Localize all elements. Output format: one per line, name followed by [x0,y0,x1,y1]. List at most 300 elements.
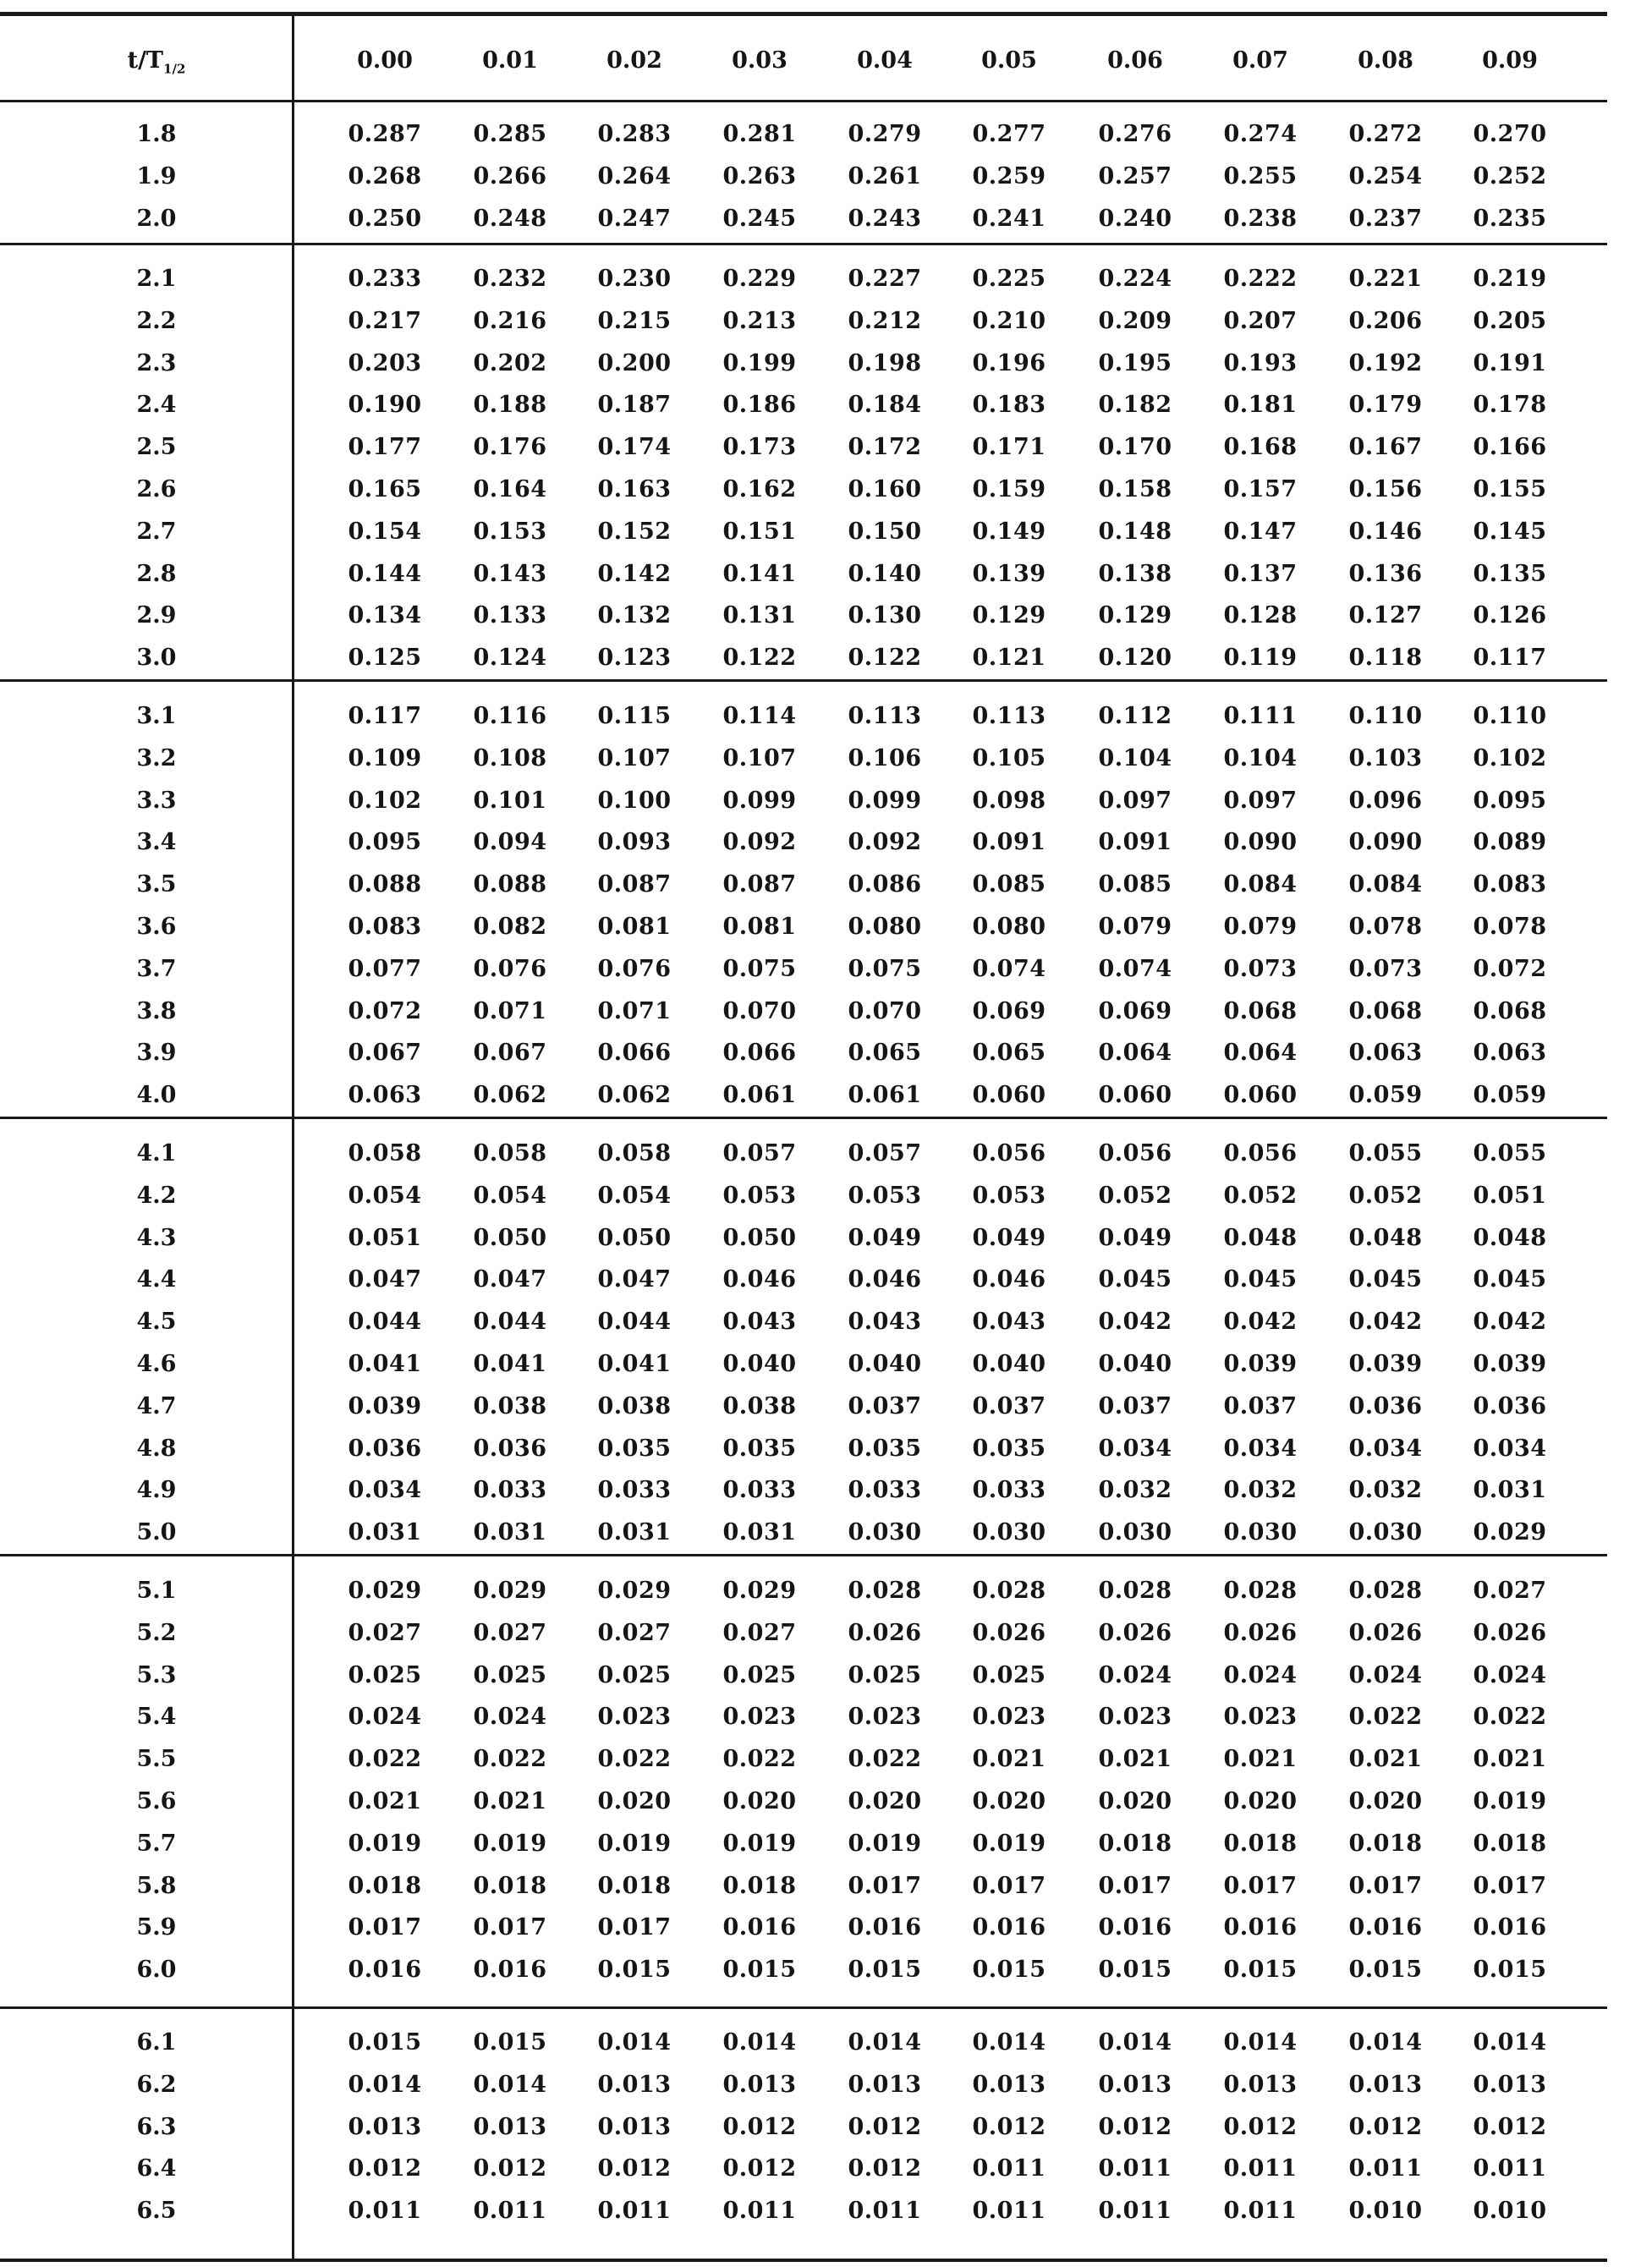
table-cell: 0.237 [1348,205,1423,232]
table-cell: 0.104 [1098,744,1172,771]
table-cell: 0.013 [848,2071,922,2098]
table-cell: 0.023 [722,1704,797,1731]
table-cell: 0.149 [972,518,1046,545]
table-cell: 0.045 [1348,1266,1423,1293]
table-cell: 0.016 [1473,1914,1547,1941]
table-cell: 0.285 [473,121,547,147]
table-cell: 0.283 [597,121,672,147]
table-cell: 0.020 [1098,1788,1172,1814]
table-cell: 0.039 [1473,1351,1547,1377]
table-cell: 0.034 [348,1477,422,1504]
table-cell: 0.013 [1223,2071,1298,2098]
table-cell: 0.053 [848,1182,922,1209]
table-cell: 0.079 [1223,914,1298,940]
table-cell: 0.039 [1223,1351,1298,1377]
table-cell: 0.015 [597,1957,672,1984]
table-cell: 0.124 [473,645,547,672]
table-cell: 0.071 [473,997,547,1024]
table-cell: 0.030 [972,1519,1046,1546]
table-cell: 0.063 [1348,1040,1423,1067]
table-cell: 0.044 [597,1309,672,1336]
table-cell: 0.073 [1223,955,1298,982]
table-cell: 0.148 [1098,518,1172,545]
table-cell: 0.121 [972,645,1046,672]
table-cell: 0.026 [1098,1619,1172,1646]
table-cell: 0.238 [1223,205,1298,232]
table-cell: 0.133 [473,602,547,629]
table-cell: 0.069 [1098,997,1172,1024]
table-cell: 0.018 [348,1872,422,1899]
table-cell: 0.022 [722,1746,797,1773]
table-cell: 0.166 [1473,434,1547,461]
table-cell: 0.024 [1098,1661,1172,1688]
table-cell: 0.014 [848,2029,922,2056]
table-cell: 0.011 [1098,2198,1172,2225]
table-cell: 0.048 [1348,1224,1423,1251]
table-cell: 0.091 [1098,829,1172,856]
column-header: 0.05 [981,47,1037,74]
table-cell: 0.107 [597,744,672,771]
table-cell: 0.019 [473,1830,547,1857]
table-cell: 0.020 [597,1788,672,1814]
table-cell: 0.102 [348,787,422,814]
group-rule [0,679,1607,682]
table-cell: 0.067 [348,1040,422,1067]
table-cell: 0.100 [597,787,672,814]
table-cell: 0.040 [972,1351,1046,1377]
table-cell: 0.030 [848,1519,922,1546]
table-cell: 0.011 [1473,2155,1547,2182]
table-cell: 0.047 [597,1266,672,1293]
table-cell: 0.017 [1348,1872,1423,1899]
table-cell: 0.268 [348,162,422,189]
row-label: 1.9 [136,162,177,189]
table-cell: 0.012 [848,2113,922,2140]
table-cell: 0.033 [972,1477,1046,1504]
table-cell: 0.264 [597,162,672,189]
table-cell: 0.069 [972,997,1046,1024]
table-cell: 0.014 [473,2071,547,2098]
table-cell: 0.147 [1223,518,1298,545]
table-cell: 0.055 [1348,1140,1423,1166]
table-cell: 0.033 [848,1477,922,1504]
row-label: 4.0 [136,1082,177,1109]
table-cell: 0.081 [597,914,672,940]
table-cell: 0.276 [1098,121,1172,147]
table-cell: 0.059 [1348,1082,1423,1109]
table-cell: 0.254 [1348,162,1423,189]
table-cell: 0.099 [722,787,797,814]
table-cell: 0.033 [473,1477,547,1504]
table-cell: 0.060 [1098,1082,1172,1109]
table-cell: 0.227 [848,266,922,292]
table-cell: 0.119 [1223,645,1298,672]
table-cell: 0.017 [848,1872,922,1899]
table-cell: 0.053 [722,1182,797,1209]
table-cell: 0.122 [722,645,797,672]
table-cell: 0.167 [1348,434,1423,461]
table-cell: 0.272 [1348,121,1423,147]
table-cell: 0.281 [722,121,797,147]
table-cell: 0.027 [1473,1578,1547,1604]
table-cell: 0.050 [473,1224,547,1251]
table-cell: 0.193 [1223,349,1298,376]
table-cell: 0.138 [1098,560,1172,587]
table-cell: 0.011 [1223,2198,1298,2225]
table-cell: 0.074 [972,955,1046,982]
table-cell: 0.017 [597,1914,672,1941]
row-label: 6.4 [136,2155,177,2182]
table-cell: 0.181 [1223,392,1298,419]
row-label: 5.8 [136,1872,177,1899]
table-cell: 0.014 [597,2029,672,2056]
table-cell: 0.031 [348,1519,422,1546]
table-cell: 0.094 [473,829,547,856]
table-cell: 0.013 [597,2113,672,2140]
table-cell: 0.025 [722,1661,797,1688]
row-label: 4.4 [136,1266,177,1293]
table-cell: 0.010 [1348,2198,1423,2225]
table-cell: 0.210 [972,307,1046,334]
table-cell: 0.255 [1223,162,1298,189]
table-cell: 0.022 [348,1746,422,1773]
table-cell: 0.215 [597,307,672,334]
table-cell: 0.233 [348,266,422,292]
table-cell: 0.216 [473,307,547,334]
table-cell: 0.023 [1223,1704,1298,1731]
table-cell: 0.219 [1473,266,1547,292]
row-label: 2.1 [136,266,177,292]
table-cell: 0.012 [597,2155,672,2182]
table-cell: 0.146 [1348,518,1423,545]
table-cell: 0.073 [1348,955,1423,982]
row-label: 1.8 [136,121,177,147]
table-cell: 0.065 [848,1040,922,1067]
table-cell: 0.172 [848,434,922,461]
row-label: 2.3 [136,349,177,376]
table-cell: 0.012 [1098,2113,1172,2140]
row-label: 2.4 [136,392,177,419]
table-cell: 0.221 [1348,266,1423,292]
table-cell: 0.024 [473,1704,547,1731]
header-rule [0,100,1607,102]
table-cell: 0.086 [848,871,922,898]
table-cell: 0.026 [1473,1619,1547,1646]
row-label: 4.3 [136,1224,177,1251]
table-cell: 0.031 [722,1519,797,1546]
table-cell: 0.043 [722,1309,797,1336]
table-cell: 0.018 [1098,1830,1172,1857]
table-cell: 0.270 [1473,121,1547,147]
table-cell: 0.050 [597,1224,672,1251]
table-cell: 0.085 [1098,871,1172,898]
table-cell: 0.072 [1473,955,1547,982]
table-cell: 0.159 [972,476,1046,502]
table-cell: 0.049 [972,1224,1046,1251]
table-cell: 0.038 [597,1392,672,1419]
table-cell: 0.081 [722,914,797,940]
table-cell: 0.104 [1223,744,1298,771]
table-cell: 0.036 [348,1435,422,1462]
table-cell: 0.051 [1473,1182,1547,1209]
table-cell: 0.070 [848,997,922,1024]
table-cell: 0.014 [722,2029,797,2056]
table-cell: 0.047 [348,1266,422,1293]
table-cell: 0.026 [1348,1619,1423,1646]
table-cell: 0.062 [597,1082,672,1109]
table-cell: 0.241 [972,205,1046,232]
table-cell: 0.205 [1473,307,1547,334]
table-cell: 0.015 [348,2029,422,2056]
bottom-rule [0,2259,1607,2262]
table-cell: 0.160 [848,476,922,502]
table-cell: 0.067 [473,1040,547,1067]
row-label: 3.4 [136,829,177,856]
table-cell: 0.010 [1473,2198,1547,2225]
table-cell: 0.027 [597,1619,672,1646]
table-cell: 0.116 [473,703,547,729]
table-cell: 0.084 [1348,871,1423,898]
table-cell: 0.064 [1098,1040,1172,1067]
table-cell: 0.025 [348,1661,422,1688]
row-label: 6.3 [136,2113,177,2140]
table-cell: 0.044 [348,1309,422,1336]
table-cell: 0.068 [1223,997,1298,1024]
table-cell: 0.125 [348,645,422,672]
table-cell: 0.139 [972,560,1046,587]
table-cell: 0.079 [1098,914,1172,940]
table-cell: 0.020 [848,1788,922,1814]
table-cell: 0.015 [1348,1957,1423,1984]
table-cell: 0.164 [473,476,547,502]
top-rule [0,12,1607,16]
table-cell: 0.041 [473,1351,547,1377]
table-cell: 0.016 [972,1914,1046,1941]
table-cell: 0.020 [972,1788,1046,1814]
table-cell: 0.057 [722,1140,797,1166]
row-label: 3.2 [136,744,177,771]
table-cell: 0.074 [1098,955,1172,982]
table-cell: 0.029 [1473,1519,1547,1546]
table-cell: 0.021 [1348,1746,1423,1773]
table-cell: 0.162 [722,476,797,502]
table-cell: 0.013 [972,2071,1046,2098]
table-cell: 0.059 [1473,1082,1547,1109]
group-rule [0,243,1607,245]
table-cell: 0.014 [1098,2029,1172,2056]
table-cell: 0.042 [1223,1309,1298,1336]
table-cell: 0.061 [722,1082,797,1109]
table-cell: 0.026 [848,1619,922,1646]
table-cell: 0.058 [473,1140,547,1166]
table-cell: 0.048 [1473,1224,1547,1251]
table-cell: 0.028 [848,1578,922,1604]
table-cell: 0.171 [972,434,1046,461]
table-cell: 0.224 [1098,266,1172,292]
table-cell: 0.046 [848,1266,922,1293]
table-cell: 0.056 [1223,1140,1298,1166]
table-cell: 0.043 [848,1309,922,1336]
table-cell: 0.015 [722,1957,797,1984]
table-cell: 0.012 [1348,2113,1423,2140]
row-label: 4.9 [136,1477,177,1504]
table-cell: 0.054 [348,1182,422,1209]
table-cell: 0.045 [1473,1266,1547,1293]
table-cell: 0.077 [348,955,422,982]
column-header: 0.01 [482,47,538,74]
table-cell: 0.032 [1098,1477,1172,1504]
row-label: 3.5 [136,871,177,898]
table-cell: 0.107 [722,744,797,771]
table-cell: 0.023 [1098,1704,1172,1731]
table-cell: 0.087 [722,871,797,898]
table-cell: 0.163 [597,476,672,502]
table-cell: 0.174 [597,434,672,461]
table-cell: 0.097 [1098,787,1172,814]
table-cell: 0.196 [972,349,1046,376]
table-cell: 0.029 [348,1578,422,1604]
table-cell: 0.106 [848,744,922,771]
table-cell: 0.250 [348,205,422,232]
table-cell: 0.129 [972,602,1046,629]
table-cell: 0.049 [1098,1224,1172,1251]
table-cell: 0.024 [1348,1661,1423,1688]
table-cell: 0.028 [972,1578,1046,1604]
table-cell: 0.022 [597,1746,672,1773]
table-cell: 0.056 [972,1140,1046,1166]
table-cell: 0.024 [1223,1661,1298,1688]
table-cell: 0.013 [1473,2071,1547,2098]
table-cell: 0.021 [1098,1746,1172,1773]
table-cell: 0.279 [848,121,922,147]
table-cell: 0.011 [348,2198,422,2225]
table-cell: 0.018 [1473,1830,1547,1857]
table-cell: 0.011 [473,2198,547,2225]
table-cell: 0.027 [348,1619,422,1646]
table-cell: 0.012 [1473,2113,1547,2140]
table-cell: 0.011 [1223,2155,1298,2182]
table-cell: 0.051 [348,1224,422,1251]
table-cell: 0.075 [848,955,922,982]
table-cell: 0.052 [1348,1182,1423,1209]
table-cell: 0.252 [1473,162,1547,189]
table-cell: 0.022 [1473,1704,1547,1731]
table-cell: 0.018 [722,1872,797,1899]
row-label: 2.6 [136,476,177,502]
table-cell: 0.065 [972,1040,1046,1067]
table-cell: 0.012 [473,2155,547,2182]
row-label: 3.3 [136,787,177,814]
table-cell: 0.110 [1348,703,1423,729]
table-cell: 0.131 [722,602,797,629]
table-cell: 0.012 [1223,2113,1298,2140]
table-cell: 0.117 [1473,645,1547,672]
table-cell: 0.011 [1098,2155,1172,2182]
row-label: 5.0 [136,1519,177,1546]
table-cell: 0.025 [848,1661,922,1688]
row-label: 2.2 [136,307,177,334]
table-cell: 0.108 [473,744,547,771]
column-header: 0.00 [357,47,413,74]
table-cell: 0.011 [848,2198,922,2225]
table-cell: 0.168 [1223,434,1298,461]
table-cell: 0.030 [1348,1519,1423,1546]
table-cell: 0.229 [722,266,797,292]
table-cell: 0.020 [1348,1788,1423,1814]
row-label: 5.6 [136,1788,177,1814]
table-cell: 0.019 [597,1830,672,1857]
table-cell: 0.257 [1098,162,1172,189]
table-cell: 0.082 [473,914,547,940]
table-cell: 0.091 [972,829,1046,856]
table-cell: 0.014 [1473,2029,1547,2056]
table-cell: 0.184 [848,392,922,419]
table-cell: 0.017 [1098,1872,1172,1899]
row-label: 5.7 [136,1830,177,1857]
table-cell: 0.122 [848,645,922,672]
table-cell: 0.064 [1223,1040,1298,1067]
table-cell: 0.195 [1098,349,1172,376]
table-cell: 0.098 [972,787,1046,814]
table-cell: 0.058 [348,1140,422,1166]
table-cell: 0.066 [597,1040,672,1067]
table-cell: 0.034 [1098,1435,1172,1462]
table-cell: 0.137 [1223,560,1298,587]
table-cell: 0.245 [722,205,797,232]
table-cell: 0.266 [473,162,547,189]
table-cell: 0.017 [348,1914,422,1941]
table-cell: 0.075 [722,955,797,982]
table-cell: 0.151 [722,518,797,545]
table-cell: 0.041 [348,1351,422,1377]
table-cell: 0.183 [972,392,1046,419]
table-cell: 0.019 [972,1830,1046,1857]
table-cell: 0.039 [348,1392,422,1419]
table-cell: 0.092 [848,829,922,856]
table-cell: 0.217 [348,307,422,334]
table-cell: 0.136 [1348,560,1423,587]
row-label: 6.2 [136,2071,177,2098]
table-cell: 0.037 [1098,1392,1172,1419]
table-cell: 0.016 [848,1914,922,1941]
table-cell: 0.016 [473,1957,547,1984]
table-cell: 0.089 [1473,829,1547,856]
table-cell: 0.015 [972,1957,1046,1984]
table-cell: 0.263 [722,162,797,189]
table-cell: 0.222 [1223,266,1298,292]
table-cell: 0.022 [473,1746,547,1773]
table-cell: 0.140 [848,560,922,587]
row-label: 2.7 [136,518,177,545]
group-rule [0,1554,1607,1556]
table-cell: 0.032 [1223,1477,1298,1504]
row-label: 5.4 [136,1704,177,1731]
table-cell: 0.042 [1348,1309,1423,1336]
table-cell: 0.012 [848,2155,922,2182]
table-cell: 0.061 [848,1082,922,1109]
table-cell: 0.019 [722,1830,797,1857]
table-cell: 0.135 [1473,560,1547,587]
table-cell: 0.235 [1473,205,1547,232]
column-header: 0.09 [1482,47,1538,74]
table-cell: 0.096 [1348,787,1423,814]
table-cell: 0.021 [972,1746,1046,1773]
table-cell: 0.043 [972,1309,1046,1336]
table-cell: 0.030 [1098,1519,1172,1546]
row-label: 6.0 [136,1957,177,1984]
table-cell: 0.037 [848,1392,922,1419]
table-cell: 0.011 [972,2155,1046,2182]
